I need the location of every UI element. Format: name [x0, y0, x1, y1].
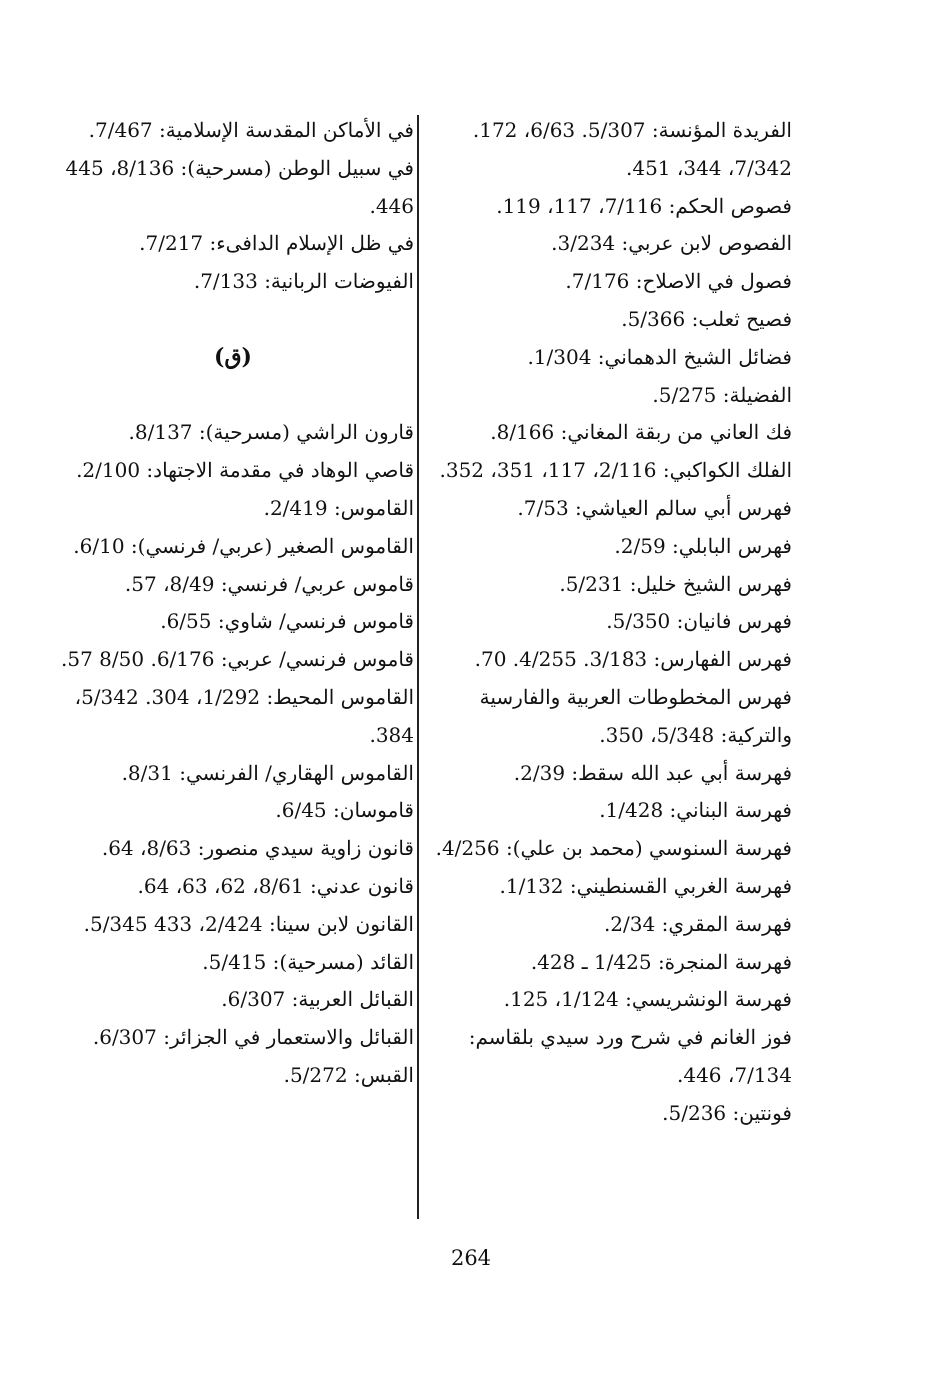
index-entry — [430, 566, 792, 604]
entry-references: 1/124، 125. — [503, 987, 619, 1012]
entry-title: قاموس فرنسي/ عربي: — [220, 647, 414, 672]
entry-title: قاموس عربي/ فرنسي: — [220, 571, 414, 596]
entry-references: 7/217. — [139, 231, 204, 256]
entry-title: فهرسة المنجرة: — [657, 949, 792, 974]
entry-references: 1/304. — [527, 344, 592, 369]
index-entry — [430, 679, 792, 755]
index-entry — [52, 263, 414, 301]
entry-references: 2/100. — [76, 458, 141, 483]
entry-references: 6/176. 8/50 57. — [61, 647, 215, 672]
entry-references: 7/53. — [517, 495, 569, 520]
entry-title: فهرس الفهارس: — [653, 647, 792, 672]
entry-title: فهرس الشيخ خليل: — [629, 571, 792, 596]
entry-title: فونتين: — [732, 1100, 792, 1125]
entry-list-right — [430, 112, 792, 1133]
index-entry — [52, 603, 414, 641]
index-entry — [430, 263, 792, 301]
entry-references: 1/132. — [499, 873, 564, 898]
entry-title: فوز الغانم في شرح ورد سيدي بلقاسم: — [468, 1025, 792, 1050]
index-entry — [52, 225, 414, 263]
index-entry — [430, 225, 792, 263]
entry-references: 8/137. — [128, 420, 193, 445]
index-entry — [52, 679, 414, 755]
entry-references: 5/236. — [662, 1100, 727, 1125]
entry-title: القاموس الصغير (عربي/ فرنسي): — [130, 533, 414, 558]
index-entry — [430, 301, 792, 339]
entry-title: فهرسة الغربي القسنطيني: — [569, 873, 792, 898]
index-entry — [430, 792, 792, 830]
entry-references: 5/366. — [621, 306, 686, 331]
index-entry — [430, 906, 792, 944]
index-entry — [52, 112, 414, 150]
index-entry — [430, 1019, 792, 1095]
entry-title: فهرسة أبي عبد الله سقط: — [571, 760, 792, 785]
entry-title: قاموسان: — [333, 798, 414, 823]
index-entry — [430, 414, 792, 452]
entry-title: فهرسة الونشريسي: — [625, 987, 792, 1012]
page-number: 264 — [450, 1246, 492, 1270]
entry-references: 5/307. 6/63، 172. 7/342، 344، 451. — [472, 118, 792, 180]
index-entry — [430, 1095, 792, 1133]
index-entry — [430, 944, 792, 982]
entry-references: 2/424، 433 5/345. — [83, 911, 263, 936]
entry-references: 4/256. — [435, 836, 500, 861]
index-entry — [430, 830, 792, 868]
section-spacer — [52, 377, 414, 415]
entry-references: 8/49، 57. — [124, 571, 215, 596]
entry-references: 7/133. — [193, 269, 258, 294]
index-entry — [52, 981, 414, 1019]
index-entry — [52, 944, 414, 982]
index-entry — [52, 566, 414, 604]
entry-references: 2/39. — [513, 760, 566, 785]
index-entry — [52, 1019, 414, 1057]
entry-references: 8/61، 62، 63، 64. — [137, 873, 304, 898]
entry-title: فهرسة المقري: — [661, 911, 792, 936]
entry-title: فهرسة البناني: — [669, 798, 792, 823]
index-entry — [430, 528, 792, 566]
entry-title: القاموس: — [333, 495, 414, 520]
entry-references: 5/350. — [606, 609, 671, 634]
entry-references: 7/116، 117، 119. — [496, 193, 663, 218]
entry-title: الفضيلة: — [722, 382, 792, 407]
index-entry — [52, 528, 414, 566]
entry-references: 5/415. — [202, 949, 267, 974]
entry-title: قاموس فرنسي/ شاوي: — [217, 609, 414, 634]
entry-title: فهرسة السنوسي (محمد بن علي): — [505, 836, 792, 861]
index-entry — [52, 906, 414, 944]
column-divider — [417, 115, 419, 1219]
entry-references: 6/55. — [160, 609, 212, 634]
entry-title: قانون زاوية سيدي منصور: — [197, 836, 414, 861]
index-entry — [430, 452, 792, 490]
entry-references: 2/419. — [263, 495, 328, 520]
entry-references: 5/231. — [559, 571, 624, 596]
entry-references: 7/176. — [565, 269, 630, 294]
entry-references: 5/275. — [652, 382, 717, 407]
section-spacer — [52, 301, 414, 339]
entry-references: 2/34. — [603, 911, 656, 936]
index-entry — [430, 603, 792, 641]
entry-title: القانون لابن سينا: — [268, 911, 414, 936]
entry-references: 8/136، 445 446. — [65, 155, 414, 218]
entry-title: قانون عدني: — [309, 873, 414, 898]
entry-title: القاموس الهقاري/ الفرنسي: — [179, 760, 414, 785]
entry-title: فهرس فانيان: — [676, 609, 792, 634]
entry-references: 6/10. — [73, 533, 125, 558]
index-entry — [52, 868, 414, 906]
entry-title: القبائل والاستعمار في الجزائر: — [163, 1025, 414, 1050]
entry-title: في الأماكن المقدسة الإسلامية: — [159, 118, 414, 142]
index-entry — [52, 1057, 414, 1095]
entry-title: الفلك الكواكبي: — [662, 458, 792, 483]
entry-title: فهرس المخطوطات العربية والفارسية والتركية: — [479, 684, 792, 747]
index-entry — [52, 414, 414, 452]
entry-references: 3/234. — [551, 231, 616, 256]
index-entry — [430, 755, 792, 793]
entry-references: 2/59. — [614, 533, 666, 558]
entry-list-left-top — [52, 112, 414, 301]
index-entry — [52, 150, 414, 226]
entry-references: 6/307. — [221, 987, 286, 1012]
entry-title: القائد (مسرحية): — [272, 949, 414, 974]
entry-references: 8/166. — [490, 420, 555, 445]
entry-references: 5/348، 350. — [599, 722, 715, 747]
entry-title: فصول في الاصلاح: — [635, 269, 792, 294]
entry-references: 7/467. — [88, 118, 153, 142]
entry-title: في ظل الإسلام الدافىء: — [209, 231, 414, 256]
entry-title: فصيح ثعلب: — [691, 306, 792, 331]
entry-title: فهرس أبي سالم العياشي: — [575, 495, 792, 520]
entry-title: فهرس البابلي: — [672, 533, 792, 558]
index-entry — [430, 490, 792, 528]
entry-references: 7/134، 446. — [677, 1062, 792, 1087]
index-entry — [430, 112, 792, 188]
index-entry — [52, 452, 414, 490]
entry-references: 1/292، 304. 5/342، 384. — [74, 684, 414, 747]
entry-title: فصوص الحكم: — [668, 193, 792, 218]
entry-title: قارون الراشي (مسرحية): — [198, 420, 414, 445]
index-entry — [52, 641, 414, 679]
entry-references: 8/63، 64. — [101, 836, 192, 861]
entry-references: 1/428. — [599, 798, 664, 823]
index-entry — [52, 490, 414, 528]
entry-title: فضائل الشيخ الدهماني: — [597, 344, 792, 369]
index-column-right — [430, 112, 792, 1133]
entry-title: فك العاني من ربقة المغاني: — [560, 420, 792, 445]
entry-list-left-bottom — [52, 414, 414, 1094]
entry-title: قاصي الوهاد في مقدمة الاجتهاد: — [146, 458, 414, 483]
entry-title: الفصوص لابن عربي: — [621, 231, 792, 256]
index-entry — [52, 830, 414, 868]
entry-references: 1/425 ـ 428. — [530, 949, 652, 974]
index-entry — [52, 792, 414, 830]
entry-title: في سبيل الوطن (مسرحية): — [180, 155, 414, 180]
index-entry — [430, 188, 792, 226]
index-entry — [52, 755, 414, 793]
entry-references: 3/183. 4/255. 70. — [474, 647, 648, 672]
index-entry — [430, 981, 792, 1019]
entry-references: 2/116، 117، 351، 352. — [439, 458, 657, 483]
entry-title: القاموس المحيط: — [266, 684, 414, 709]
entry-references: 6/307. — [92, 1025, 157, 1050]
entry-references: 8/31. — [121, 760, 173, 785]
entry-title: القبائل العربية: — [291, 987, 414, 1012]
index-column-left — [52, 112, 414, 1095]
entry-title: القبس: — [353, 1062, 414, 1087]
letter-heading: (ق) — [214, 343, 252, 370]
index-entry — [430, 868, 792, 906]
index-entry — [430, 339, 792, 377]
index-entry — [430, 377, 792, 415]
entry-title: الفريدة المؤنسة: — [651, 118, 792, 142]
index-entry — [430, 641, 792, 679]
entry-references: 5/272. — [283, 1062, 348, 1087]
entry-references: 6/45. — [275, 798, 327, 823]
entry-title: الفيوضات الربانية: — [264, 269, 414, 294]
